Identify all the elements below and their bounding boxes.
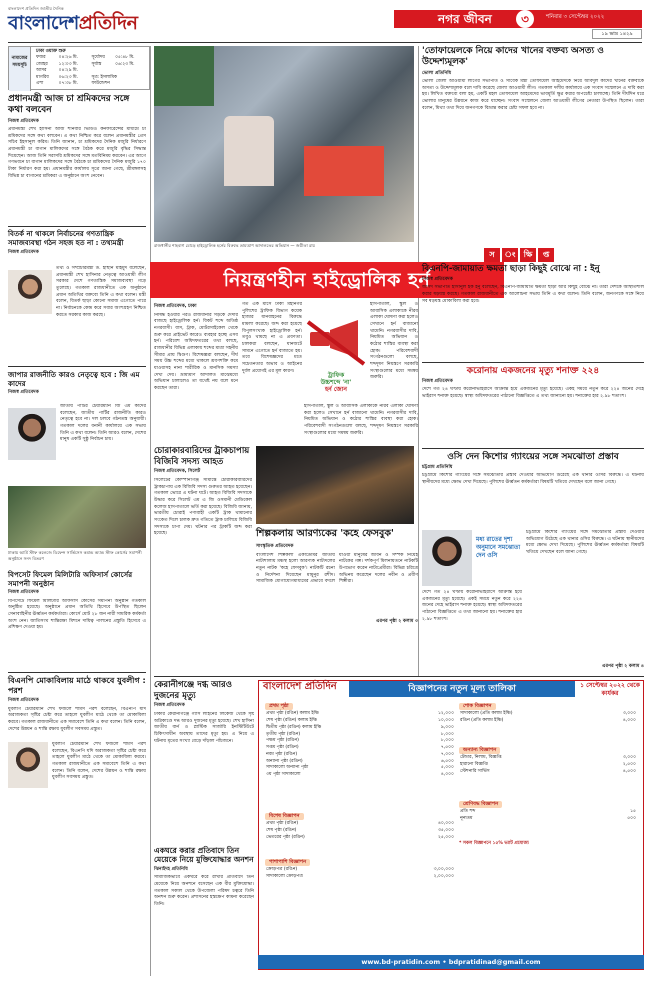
- byline: সাংস্কৃতিক প্রতিবেদক: [256, 544, 294, 549]
- oc-photo: [422, 530, 472, 586]
- rate-row: [265, 711, 455, 718]
- table-cell: ৩,০০০: [622, 755, 636, 761]
- table-cell: জোহর: [36, 61, 48, 67]
- table-cell: সূর্যোদয়: [91, 55, 105, 61]
- table-cell: নূন্যতম: [460, 816, 473, 821]
- rate-row: [265, 738, 455, 745]
- article-body: জাতীয় পার্টির চেয়ারম্যান জি এম কাদের বলেছেন, জাতীয় পার্টির রাজনীতি কারও নেতৃত্বে হবে না। দল চলবে গঠনতন্ত্র অনুযায়ী। গতকাল দলের বনানী কার্যালয়ে এক সভায় তিনি এ কথা বলেন। তিনি আরও বলেন, দেশের মানুষ একটি সুষ্ঠু নির্বাচন চায়।: [60, 404, 146, 443]
- table-cell: ৭,০০০: [440, 751, 454, 757]
- table-cell: হারানো বিজ্ঞপ্তি: [460, 762, 488, 767]
- strip-letter: ং: [502, 248, 518, 262]
- theatre-photo: [256, 446, 414, 524]
- byline: নিজস্ব প্রতিবেদক: [8, 698, 39, 703]
- byline: নিজস্ব প্রতিবেদক: [422, 378, 453, 384]
- table-cell: প্রতি শব্দ: [460, 809, 476, 815]
- table-cell: প্রথম পৃষ্ঠা (রঙিন) কলাম ইঞ্চি: [266, 711, 319, 717]
- ad-note: * সকল বিজ্ঞাপনে ১৫% ভ্যাট প্রযোজ্য: [459, 841, 529, 846]
- table-cell: সাদাকালো (প্রতি কলাম ইঞ্চি): [460, 711, 513, 717]
- byline: নিজস্ব প্রতিবেদক: [8, 590, 39, 595]
- porosh-photo: [8, 742, 48, 788]
- rate-block: [459, 703, 637, 725]
- column-divider: [150, 46, 151, 976]
- prayer-label-2: সময়সূচি: [12, 63, 27, 69]
- table-cell: ক্রোড়পত্র (রঙিন): [266, 867, 298, 873]
- rate-block-head: প্রথম পৃষ্ঠা: [265, 703, 293, 710]
- headline: করোনায় একজনের মৃত্যু শনাক্ত ২২৪: [466, 366, 600, 376]
- ad-rate-card: [258, 680, 644, 970]
- horn-graphic: [304, 318, 368, 398]
- rate-block: [459, 747, 637, 776]
- rate-block: [265, 859, 455, 881]
- bus: [154, 46, 214, 106]
- article-body: বিপসেটে ফিমেল মিলিটারি অফিসার্স কোর্সের সমাপনী অনুষ্ঠান গতকাল অনুষ্ঠিত হয়েছে। অনুষ্ঠানে প্রধান অতিথি হিসেবে উপস্থিত ছিলেন সেনাবাহিনীর ঊর্ধ্বতন কর্মকর্তারা। কোর্সে মোট ২৮ জন নারী সামরিক কর্মকর্তা অংশ নেন। জাতিসংঘ শান্তিরক্ষা মিশনে দায়িত্ব পালনের প্রস্তুতি হিসেবে এ প্রশিক্ষণ দেওয়া হয়।: [8, 598, 146, 631]
- byline: চট্টগ্রাম প্রতিনিধি: [422, 464, 453, 470]
- article-body: প্রধানমন্ত্রী শেখ হাসিনা আজ শনিবার ভিডিও কনফারেন্সের মাধ্যমে চা শ্রমিকদের সঙ্গে কথা বলবেন। এ কথা নিশ্চিত করে বলেন প্রধানমন্ত্রীর প্রেস সচিব ইহসানুল করিম। তিনি জানান, চা শ্রমিকদের দৈনিক মজুরি নির্ধারণে প্রধানমন্ত্রী চা বাগান মালিকদের সঙ্গে বৈঠক করে মজুরি বৃদ্ধির সিদ্ধান্ত দিয়েছেন। আজ তিনি সরাসরি শ্রমিকদের সঙ্গে মতবিনিময় করবেন। এর আগে গণভবনে চা বাগান মালিকদের সঙ্গে বৈঠকে চা শ্রমিকদের দৈনিক মজুরি ১৭০ টাকা নির্ধারণ করা হয়। প্রধানমন্ত্রীর কার্যালয় সূত্রে জানা গেছে, শ্রীমঙ্গলসহ বিভিন্ন চা বাগানের শ্রমিকরা এ অনুষ্ঠানে অংশ নেবেন।: [8, 127, 146, 179]
- table-cell: সাদাকালো ক্রোড়পত্র: [266, 874, 303, 879]
- table-cell: ৫০০: [627, 816, 636, 821]
- rate-block-head: বিশেষ বিজ্ঞাপন: [265, 813, 304, 820]
- brief-news-strip: [484, 248, 604, 262]
- rate-block-head: শোক বিজ্ঞাপন: [459, 703, 496, 710]
- table-cell: ০৪:২৯ মি.: [58, 68, 78, 74]
- divider: [8, 366, 146, 367]
- byline: নিজস্ব প্রতিবেদক: [422, 276, 453, 282]
- headline: চোরাকারবারিদের ট্রাকচাপায় বিজিবি সদস্য আহত: [154, 446, 250, 467]
- table-cell: ৪,৫০০: [622, 768, 636, 774]
- rate-row: [265, 718, 455, 725]
- article-body: নিষিদ্ধ হওয়ার পরও রাজধানীর সড়কে দেদার বাজছে হাইড্রোলিক হর্ন। বিকট শব্দে অতিষ্ঠ নগরবাসী। বাস, ট্রাক, মোটরসাইকেল থেকে শুরু করে প্রাইভেট কারেও ব্যবহার হচ্ছে এসব হর্ন। পরিবেশ অধিদফতরের তথ্য বলছে, রাজধানীর বিভিন্ন এলাকায় শব্দের মাত্রা সহনীয় সীমার প্রায় দ্বিগুণ। বিশেষজ্ঞরা বলছেন, দীর্ঘ সময় উচ্চ শব্দের মধ্যে থাকলে শ্রবণশক্তি কমে যাওয়াসহ নানা শারীরিক ও মানসিক সমস্যা দেখা দেয়। ভ্রাম্যমাণ আদালত মাঝেমধ্যে অভিযান চালালেও তা যথেষ্ট নয় বলে মনে করছেন তারা।: [154, 312, 238, 391]
- table-cell: টেন্ডার, নিলাম, বিজ্ঞপ্তি: [460, 755, 502, 761]
- barricade: [304, 146, 384, 196]
- main-story-col2: গত এক মাসে ঢাকা মহানগর পুলিশের ট্রাফিক বিভাগ কয়েক হাজার যানবাহনের বিরুদ্ধে মামলা করেছে। জব্দ করা হয়েছে বিপুলসংখ্যক হাইড্রোলিক হর্ন। তবুও থামছে না এ প্রবণতা। চালকরা বলছেন, যানজটে সামনে এগোতে হর্ন বাজাতে হয়। তবে বিশেষজ্ঞদের মতে সচেতনতার অভাব ও আইনের দুর্বল প্রয়োগই এর মূল কারণ।: [242, 302, 302, 374]
- prayer-header: ঢাকা ওয়াক্ত শুরু: [36, 49, 66, 54]
- table-cell: রঙিন (প্রতি কলাম ইঞ্চি): [460, 718, 504, 723]
- rate-row: [265, 874, 455, 881]
- article-body: সিলেটের কোম্পানীগঞ্জ সীমান্তে চোরাকারবারিদের ট্রাকচাপায় এক বিজিবি সদস্য গুরুতর আহত হয়েছেন। গতকাল ভোরে এ ঘটনা ঘটে। আহত বিজিবি সদস্যকে উদ্ধার করে সিলেট এম এ জি ওসমানী মেডিকেল কলেজ হাসপাতালে ভর্তি করা হয়েছে। বিজিবি জানায়, ভারতীয় চোরাই পণ্যবাহী একটি ট্রাক থামানোর সংকেত দিলে চালক দ্রুত গতিতে ট্রাক চালিয়ে বিজিবি সদস্যকে চাপা দেয়। ঘটনার পর ট্রাকটি জব্দ করা হয়েছে।: [154, 477, 252, 537]
- article-body: দেশে গত ২৪ ঘণ্টায় করোনাভাইরাসে আক্রান্ত হয়ে একজনের মৃত্যু হয়েছে। একই সময়ে নতুন করে ২২৪ জনের দেহে ভাইরাস শনাক্ত হয়েছে। স্বাস্থ্য অধিদফতরের পাঠানো বিজ্ঞপ্তিতে এ তথ্য জানানো হয়। শনাক্তের হার ২.৯৮ শতাংশ।: [422, 387, 644, 400]
- table-cell: নবম পৃষ্ঠা (রঙিন): [266, 751, 298, 757]
- table-cell: প্রথম পৃষ্ঠা (রঙিন): [266, 821, 299, 827]
- table-cell: ৫,০০০: [440, 765, 454, 771]
- newspaper-logo: [8, 6, 368, 36]
- rate-row: [459, 718, 637, 725]
- article-info-minister: [8, 230, 146, 258]
- rate-row: [459, 816, 637, 823]
- table-cell: এশা: [36, 80, 44, 86]
- headline: ওসি দেন কিশোর গ্যাংয়ের সঙ্গে সমঝোতা প্রস্তাব: [447, 452, 619, 462]
- headline: বিপসেট ফিমেল মিলিটারি অফিসার্স কোর্সের সমাপনী অনুষ্ঠান: [8, 570, 133, 588]
- article-oc-kishore: [422, 452, 644, 513]
- rate-row: [265, 745, 455, 752]
- table-cell: ৪০,০০০: [437, 821, 454, 827]
- rate-block: [265, 813, 455, 842]
- strip-letter: প্ত: [538, 248, 554, 262]
- table-cell: ৭,৫০০: [440, 745, 454, 750]
- horn-label-3: হর্ন জোন: [325, 386, 347, 394]
- table-cell: শেষ পৃষ্ঠা (রঙিন) কলাম ইঞ্চি: [266, 718, 318, 723]
- rate-table: [459, 711, 637, 725]
- pull-quote: মধ্য রাতের দৃশ্য অনুমানে সমঝোতা দেন ওসি: [476, 536, 521, 559]
- logo-part2: প্রতিদিন: [78, 12, 138, 35]
- article-body: যুবলীগ চেয়ারম্যান শেখ ফজলে শামস পরশ বলেছেন, বিএনপি যদি অরাজকতা সৃষ্টির চেষ্টা করে তাহলে যুবলীগ মাঠে থেকে তা মোকাবিলা করবে। গতকাল রাজধানীতে এক সমাবেশে তিনি এ কথা বলেন। তিনি বলেন, দেশের উন্নয়ন ও শান্তি রক্ষায় যুবলীগ সবসময় প্রস্তুত।: [8, 706, 146, 732]
- strip-letter: ক্ষি: [520, 248, 536, 262]
- article-covid: [422, 366, 644, 425]
- prayer-times-box: [8, 46, 150, 90]
- table-cell: ৮,০০০: [440, 738, 454, 744]
- rate-row: [265, 867, 455, 874]
- headline: বিএনপি মোকাবিলায় মাঠে থাকবে যুবলীগ : পরশ: [8, 676, 146, 695]
- prayer-table: [35, 49, 147, 87]
- column-divider: [418, 46, 419, 676]
- headline: কেরানীগঞ্জে দগ্ধ আরও দুজনের মৃত্যু: [154, 680, 232, 701]
- main-headline-banner: নিয়ন্ত্রণহীন হাইড্রোলিক হর্ন: [150, 262, 504, 298]
- hydraulic-horn-drive-photo: [154, 46, 414, 242]
- horn-label-2: উচ্চশব্দে 'না': [320, 378, 352, 386]
- table-cell: দ্বিতীয় পৃষ্ঠা (রঙিন) কলাম ইঞ্চি: [266, 724, 322, 730]
- table-cell: ফাউন্ডেশন: [91, 80, 110, 86]
- photo-caption: রাজধানীর শাহবাগ মোড়ে হাইড্রোলিক হর্নের বিরুদ্ধে ভ্রাম্যমাণ আদালতের অভিযান — জয়ীতা রায়: [154, 243, 316, 248]
- article-body-cont: চট্টগ্রামে কিশোর গ্যাংয়ের সঙ্গে সমঝোতার প্রস্তাব দেওয়ার অভিযোগ উঠেছে এক থানার ওসির বিরুদ্ধে। এ ঘটনায় স্থানীয়দের মধ্যে ক্ষোভ দেখা দিয়েছে। পুলিশের ঊর্ধ্বতন কর্মকর্তারা বিষয়টি খতিয়ে দেখছেন বলে জানা গেছে।: [526, 530, 644, 555]
- prayer-label-1: নামাজের: [11, 56, 28, 61]
- headline: 'তোফায়েলকে নিয়ে কাদের খানের বক্তব্য অসত্য ও উদ্দেশ্যমূলক': [422, 46, 604, 68]
- article-body: চট্টগ্রামে কিশোর গ্যাংয়ের সঙ্গে সমঝোতার প্রস্তাব দেওয়ার অভিযোগ উঠেছে এক থানার ওসির বিরুদ্ধে। এ ঘটনায় স্থানীয়দের মধ্যে ক্ষোভ দেখা দিয়েছে। পুলিশের ঊর্ধ্বতন কর্মকর্তারা বিষয়টি খতিয়ে দেখছেন বলে জানা গেছে।: [422, 473, 644, 486]
- table-cell: ভেতরের পৃষ্ঠা (রঙিন): [266, 834, 305, 840]
- table-cell: ১৫: [630, 809, 636, 815]
- article-keraniganj: [154, 680, 254, 830]
- issue-date-sub: ১৯ ভাদ্র ১৪২৯: [592, 29, 642, 39]
- headline: জাপার রাজনীতি কারও নেতৃত্বে হবে : জি এম কাদের: [8, 370, 140, 388]
- table-cell: তৃতীয় পৃষ্ঠা (রঙিন): [266, 731, 301, 737]
- table-cell: শেষ পৃষ্ঠা (রঙিন): [266, 828, 297, 833]
- table-cell: ১২,০০০: [437, 711, 454, 717]
- logo-part1: বাংলাদেশ: [8, 12, 79, 35]
- continuation: এরপর পৃষ্ঠা ২ কলাম ৩: [376, 618, 418, 624]
- table-cell: ফজর: [36, 55, 46, 61]
- article-body: জাসদ সভাপতি হাসানুল হক ইনু বলেছেন, বিএনপি-জামায়াত ক্ষমতা ছাড়া আর কিছুই বোঝে না। তারা দেশকে অস্থিতিশীল করার ষড়যন্ত্র করছে। গতকাল রাজধানীতে এক আলোচনা সভায় তিনি এ কথা বলেন। তিনি বলেন, জনগণকে সঙ্গে নিয়ে সব ষড়যন্ত্র মোকাবিলা করা হবে।: [422, 285, 644, 304]
- article-body: বাংলাদেশ শিল্পকলা একাডেমির জাতীয় নাট্যশালায় মঞ্চস্থ হলো আরণ্যক নাট্যদলের নতুন নাটক 'কহে ফেসবুক'। নাটকটি রচনা ও নির্দেশনা দিয়েছেন মামুনুর রশীদ। সামাজিক যোগাযোগমাধ্যমের প্রভাবে বদলে যাওয়া মানুষের জীবন ও সম্পর্ক নিয়েই নাটকের গল্প। দর্শকপূর্ণ মিলনায়তনে নাটকটি উপভোগ করেন নাট্যপ্রেমীরা। বিভিন্ন চরিত্রে অভিনয় করেছেন দলের নবীন ও প্রবীণ শিল্পীরা।: [256, 552, 418, 585]
- table-cell: মাগরিব: [36, 74, 49, 80]
- table-cell: সাদাকালো অন্যান্য পৃষ্ঠা: [266, 765, 309, 771]
- article-jatiya-party: [8, 370, 146, 399]
- table-cell: ১২:০৩ মি.: [58, 61, 78, 67]
- byline: নিজস্ব প্রতিবেদক: [8, 390, 39, 395]
- table-cell: ২,০০,০০০: [433, 874, 454, 879]
- page-number: ৩: [516, 10, 534, 28]
- minister-photo: [8, 270, 52, 314]
- rate-row: [459, 755, 637, 762]
- section-bar: [394, 10, 642, 28]
- divider: [8, 672, 146, 673]
- continuation: এরপর পৃষ্ঠা ২ কলাম ৪: [602, 664, 644, 669]
- byline: ঝিনাইদহ প্রতিনিধি: [154, 866, 188, 872]
- section-title: নগর জীবন: [438, 12, 492, 26]
- table-cell: সূত্র: ইসলামিক: [91, 74, 117, 80]
- article-body: ভোলা জেলা আওয়ামী লীগের সভাপতি ও সাবেক মন্ত্রী তোফায়েল আহমেদকে নিয়ে আবদুল কাদের খানের বক্তব্যকে অসত্য ও উদ্দেশ্যমূলক বলে দাবি করেছে জেলা আওয়ামী লীগ। গতকাল দলীয় কার্যালয়ে এক সংবাদ সম্মেলনে এ দাবি করা হয়। লিখিত বক্তব্যে বলা হয়, একটি মহল তোফায়েল আহমেদের ভাবমূর্তি ক্ষুণ্ণ করার অপচেষ্টা চালাচ্ছে। তিনি দীর্ঘদিন ধরে ভোলার মানুষের উন্নয়নে কাজ করে যাচ্ছেন। সংবাদ সম্মেলনে জেলা আওয়ামী লীগের নেতারা উপস্থিত ছিলেন। তারা বলেন, মিথ্যা তথ্য দিয়ে জনগণকে বিভ্রান্ত করার চেষ্টা সফল হবে না।: [422, 79, 644, 111]
- article-inu: [422, 264, 644, 325]
- divider: [8, 226, 146, 227]
- table-cell: ৪,০০০: [440, 772, 454, 777]
- military-course-photo: [8, 486, 146, 548]
- table-cell: ৪,০০০: [622, 718, 636, 723]
- prayer-row: [35, 81, 147, 87]
- ad-title: বিজ্ঞাপনের নতুন মূল্য তালিকা: [349, 681, 575, 697]
- headline: প্রধানমন্ত্রী আজ চা শ্রমিকদের সঙ্গে কথা বলবেন: [8, 94, 130, 116]
- horn-label-1: ট্রাফিক: [327, 371, 345, 379]
- table-cell: সপ্তম পৃষ্ঠা (রঙিন): [266, 745, 299, 750]
- ad-footer-contact[interactable]: www.bd-pratidin.com • bdpratidinad@gmail.com: [258, 955, 644, 969]
- table-cell: ২৫,০০০: [437, 834, 454, 840]
- headline: একঘরে করার প্রতিবাদে তিন মেয়েকে নিয়ে মুক্তিযোদ্ধার অনশন: [154, 846, 254, 865]
- rate-row: [265, 835, 455, 842]
- rate-row: [265, 752, 455, 759]
- headline: বিতর্ক না থাকলে নির্বাচনের গণতান্ত্রিক সমাজব্যবস্থা গঠন সহজ হত না : তথ্যমন্ত্রী: [8, 230, 124, 247]
- table-cell: ০৬:২৩ মি.: [115, 61, 135, 67]
- divider: [154, 676, 644, 677]
- table-cell: স্টেশনারি সার্ভিস: [460, 768, 490, 774]
- ad-logo: বাংলাদেশ প্রতিদিন: [263, 681, 337, 692]
- masthead: [8, 4, 642, 40]
- rate-row: [265, 821, 455, 828]
- header-rule: [8, 42, 642, 43]
- byline: নিজস্ব প্রতিবেদক: [8, 249, 39, 255]
- table-cell: ০৪:২৬ মি.: [58, 55, 78, 61]
- table-cell: সূর্যাস্ত: [91, 61, 102, 67]
- article-body: সামাজিকভাবে একঘরে করে রাখার প্রতিবাদে তিন মেয়েকে নিয়ে অনশনে বসেছেন এক বীর মুক্তিযোদ্ধা। গতকাল সকাল থেকে উপজেলা পরিষদ চত্বরে তিনি অনশন শুরু করেন। প্রশাসনের হস্তক্ষেপ কামনা করেছেন তিনি।: [154, 875, 254, 908]
- rate-row: [459, 809, 637, 816]
- article-pm-tea-workers: [8, 94, 146, 227]
- headline: শিল্পকলায় আরণ্যকের 'কহে ফেসবুক': [256, 528, 394, 539]
- horn-icon: [304, 318, 368, 368]
- table-cell: ৩,০০,০০০: [433, 867, 454, 873]
- article-body: ঢাকার কেরানীগঞ্জে গ্যাস লাইনের লিকেজ থেকে সৃষ্ট অগ্নিকাণ্ডে দগ্ধ আরও দুজনের মৃত্যু হয়েছে। শেখ হাসিনা জাতীয় বার্ন ও প্লাস্টিক সার্জারি ইনস্টিটিউটে চিকিৎসাধীন অবস্থায় তাদের মৃত্যু হয়। এ নিয়ে এ ঘটনায় মৃতের সংখ্যা বেড়ে দাঁড়াল পাঁচজনে।: [154, 711, 254, 744]
- table-cell: অন্যান্য পৃষ্ঠা (রঙিন): [266, 758, 303, 764]
- main-story-col3: হাসপাতাল, স্কুল ও আবাসিক এলাকাকে নীরব এলাকা ঘোষণা করা হলেও সেখানে হর্ন বাজানো থামেনি। নগরবাসীর দাবি, নিয়মিত অভিযান ও কঠোর শাস্তির ব্যবস্থা করা হোক। পরিবেশবাদী সংগঠনগুলো বলছে, শব্দদূষণ নিয়ন্ত্রণে সরকারি সংস্থাগুলোর মধ্যে সমন্বয় জরুরি।: [370, 302, 418, 381]
- rate-row: [265, 772, 455, 779]
- article-jubo-league: [8, 676, 146, 745]
- rate-row: [459, 769, 637, 776]
- article-theatre: [256, 542, 418, 625]
- photo-caption: ঢাকায় আর্মি স্টাফ কলেজে ডিফেন্স সার্ভিসেস কমান্ড অ্যান্ড স্টাফ কোর্সের সমাপনী অনুষ্ঠানে সনদ বিতরণ: [8, 550, 142, 562]
- rate-block-head: শ্রেণিবদ্ধ বিজ্ঞাপন: [459, 801, 502, 808]
- table-cell: ৩য় পৃষ্ঠা সাদাকালো: [266, 772, 301, 777]
- table-cell: ২,৫০০: [622, 762, 636, 767]
- gm-quader-photo: [8, 408, 56, 460]
- table-cell: পঞ্চম পৃষ্ঠা (রঙিন): [266, 738, 299, 744]
- figure: [224, 116, 274, 186]
- ad-effective-date: ১ সেপ্টেম্বর ২০২২ থেকে কার্যকর: [580, 682, 640, 697]
- rate-row: [265, 765, 455, 772]
- strip-letter: স: [484, 248, 500, 262]
- headline: বিএনপি-জামায়াত ক্ষমতা ছাড়া কিছুই বোঝে না : ইনু: [422, 264, 600, 274]
- article-military-course: [8, 570, 146, 657]
- rate-block: [265, 703, 455, 779]
- rate-row: [459, 762, 637, 769]
- byline: নিজস্ব প্রতিবেদক, ঢাকা: [154, 304, 197, 309]
- table-cell: আসর: [36, 68, 47, 74]
- byline: নিজস্ব প্রতিবেদক: [154, 703, 185, 709]
- table-cell: ৮,০০০: [440, 731, 454, 737]
- table-cell: ০৬:২৩ মি.: [58, 74, 78, 80]
- rate-row: [265, 725, 455, 732]
- article-body-cont: দেশে গত ২৪ ঘণ্টায় করোনাভাইরাসে আক্রান্ত হয়ে একজনের মৃত্যু হয়েছে। একই সময়ে নতুন করে ২২৪ জনের দেহে ভাইরাস শনাক্ত হয়েছে। স্বাস্থ্য অধিদফতরের পাঠানো বিজ্ঞপ্তিতে এ তথ্য জানানো হয়। শনাক্তের হার ২.৯৮ শতাংশ।: [422, 590, 522, 622]
- byline: নিজস্ব প্রতিবেদক: [8, 118, 39, 124]
- table-cell: ৯,০০০: [440, 724, 454, 730]
- article-bgb-truck: [154, 446, 252, 626]
- rate-table: [459, 809, 637, 823]
- rate-row: [459, 711, 637, 718]
- logo-tagline: বাংলাদেশ প্রতিদিন জাতীয় দৈনিক: [8, 6, 64, 11]
- rate-block-head: পাশাপাশি বিজ্ঞাপন: [265, 859, 310, 866]
- table-cell: ১০,০০০: [437, 718, 454, 723]
- rate-table: [265, 711, 455, 779]
- main-story-col3b: হাসপাতাল, স্কুল ও আবাসিক এলাকাকে নীরব এলাকা ঘোষণা করা হলেও সেখানে হর্ন বাজানো থামেনি। নগরবাসীর দাবি, নিয়মিত অভিযান ও কঠোর শাস্তির ব্যবস্থা করা হোক। পরিবেশবাদী সংগঠনগুলো বলছে, শব্দদূষণ নিয়ন্ত্রণে সরকারি সংস্থাগুলোর মধ্যে সমন্বয় জরুরি।: [304, 404, 418, 436]
- rate-table: [265, 867, 455, 881]
- rate-row: [265, 828, 455, 835]
- article-tofail: [422, 46, 644, 247]
- issue-date: শনিবার ৩ সেপ্টেম্বর ২০২২: [546, 14, 605, 20]
- table-cell: ৬,৫০০: [440, 758, 454, 764]
- byline: নিজস্ব প্রতিবেদক, সিলেট: [154, 469, 201, 475]
- table-cell: ৩৫,০০০: [437, 828, 454, 833]
- table-cell: ৩,০০০: [622, 711, 636, 717]
- rate-table: [265, 821, 455, 841]
- divider: [422, 362, 644, 363]
- table-cell: ০৫:৪৮ মি.: [115, 55, 135, 61]
- article-body: তথ্য ও সম্প্রচারমন্ত্রী ড. হাছান মাহমুদ বলেছেন, প্রধানমন্ত্রী শেখ হাসিনার নেতৃত্বে আওয়ামী লীগ সরকার দেশে গণতান্ত্রিক সমাজব্যবস্থা গড়ে তুলেছে। গতকাল রাজধানীতে এক অনুষ্ঠানে প্রধান অতিথির বক্তব্যে তিনি এ কথা বলেন। মন্ত্রী বলেন, বিতর্ক ছাড়া কোনো সমাজ এগোতে পারে না। নির্বাচনকে কেন্দ্র করে সবার অংশগ্রহণ নিশ্চিত করতে সরকার কাজ করছে।: [56, 266, 146, 318]
- rate-block-head: অন্যান্য বিজ্ঞাপন: [459, 747, 500, 754]
- rate-block: [459, 801, 637, 823]
- divider: [422, 448, 644, 449]
- article-body-cont: যুবলীগ চেয়ারম্যান শেখ ফজলে শামস পরশ বলেছেন, বিএনপি যদি অরাজকতা সৃষ্টির চেষ্টা করে তাহলে যুবলীগ মাঠে থেকে তা মোকাবিলা করবে। গতকাল রাজধানীতে এক সমাবেশে তিনি এ কথা বলেন। তিনি বলেন, দেশের উন্নয়ন ও শান্তি রক্ষায় যুবলীগ সবসময় প্রস্তুত।: [52, 742, 146, 781]
- byline: ভোলা প্রতিনিধি: [422, 70, 452, 76]
- table-cell: ০৭:৩৮ মি.: [58, 80, 78, 86]
- article-freedom-fighter: [154, 846, 254, 955]
- rate-table: [459, 755, 637, 775]
